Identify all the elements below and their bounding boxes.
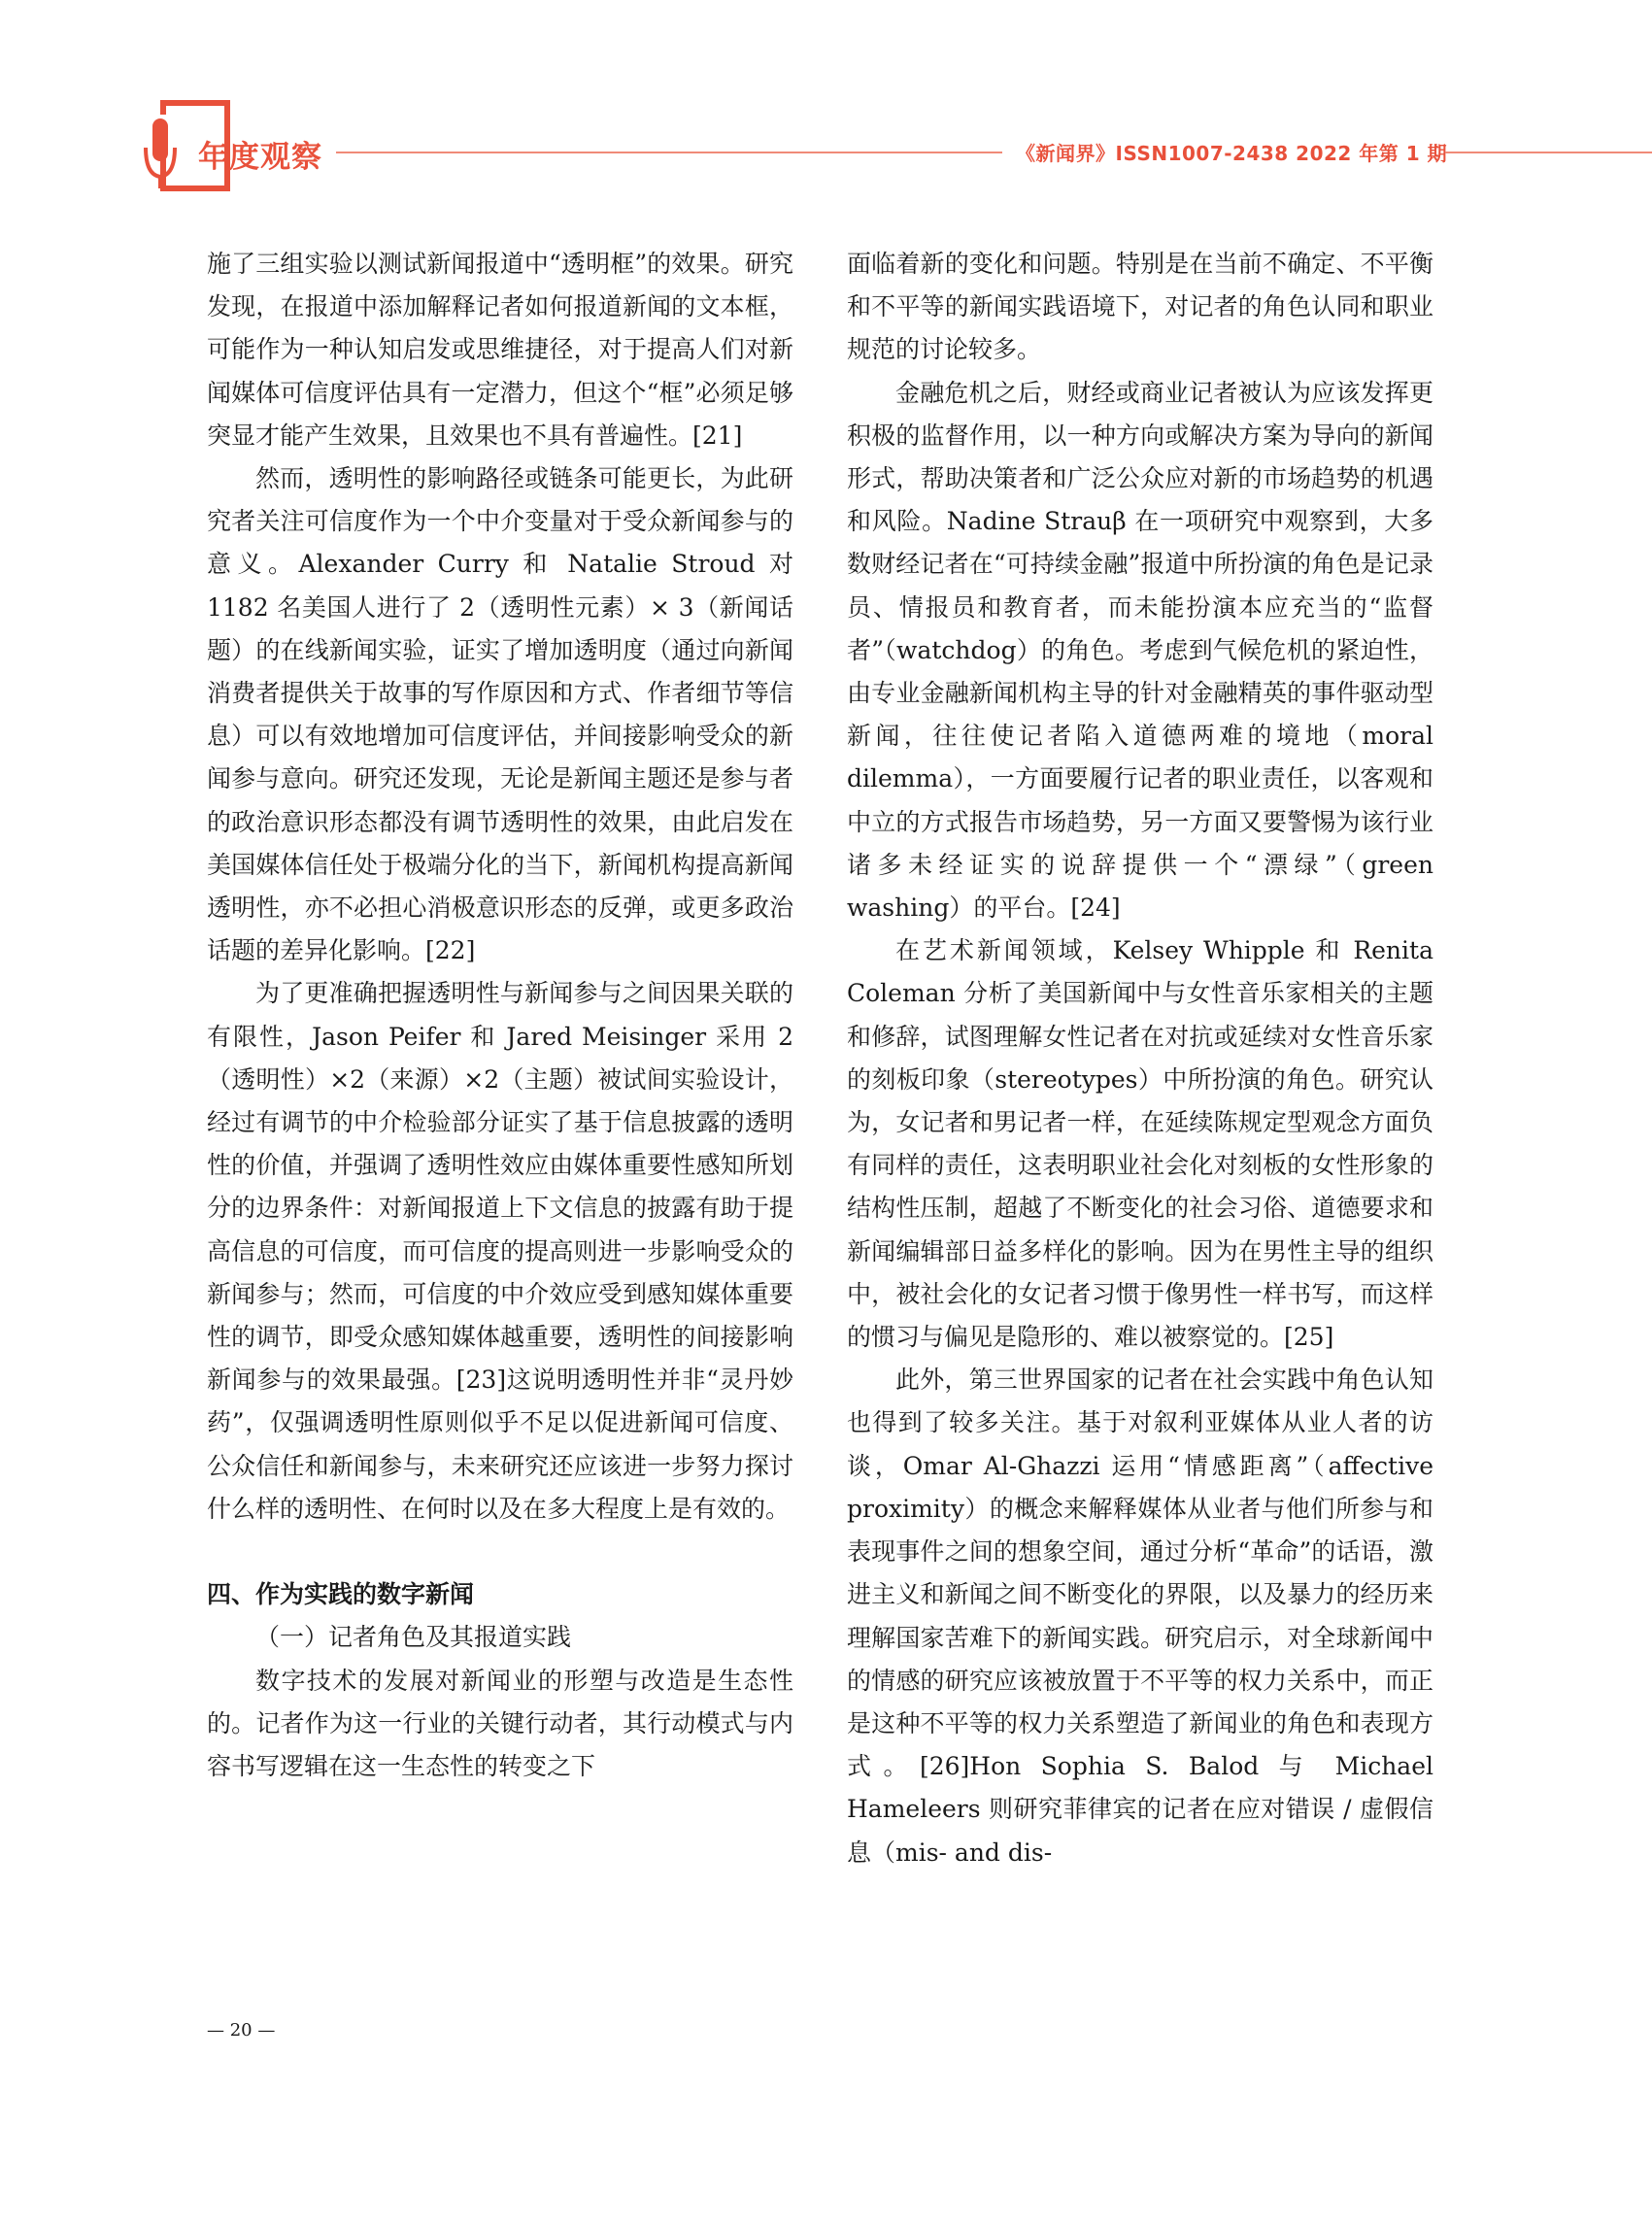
paragraph: 施了三组实验以测试新闻报道中“透明框”的效果。研究发现，在报道中添加解释记者如何报道新闻的文本框，可能作为一种认知启发或思维捷径，对于提高人们对新闻媒体可信度评估具有一定潜力，但这个“框”必须足够突显才能产生效果，且效果也不具有普遍性。[21] bbox=[207, 250, 793, 450]
section-label: 年度观察 bbox=[198, 140, 322, 175]
paragraph: 为了更准确把握透明性与新闻参与之间因果关联的有限性，Jason Peifer 和 Jared Meisinger 采用 2（透明性）×2（来源）×2（主题）被试间实验设计，经过有调节的中介检验部分证实了基于信息披露的透明性的价值，并强调了透明性效应由媒体重要性感知所划分的边界条件：对新闻报道上下文信息的披露有助于提高信息的可信度，而可信度的提高则进一步影响受众的新闻参与；然而，可信度的中介效应受到感知媒体重要性的调节，即受众感知媒体越重要，透明性的间接影响新闻参与的效果最强。[23]这说明透明性并非“灵丹妙药”，仅强调透明性原则似乎不足以促进新闻可信度、公众信任和新闻参与，未来研究还应该进一步努力探讨什么样的透明性、在何时以及在多大程度上是有效的。 bbox=[207, 979, 793, 1523]
paragraph: 然而，透明性的影响路径或链条可能更长，为此研究者关注可信度作为一个中介变量对于受众新闻参与的意义。Alexander Curry 和 Natalie Stroud 对 1182 名美国人进行了 2（透明性元素）× 3（新闻话题）的在线新闻实验，证实了增加透明度（通过向新闻消费者提供关于故事的写作原因和方式、作者细节等信息）可以有效地增加可信度评估，并间接影响受众的新闻参与意向。研究还发现，无论是新闻主题还是参与者的政治意识形态都没有调节透明性的效果，由此启发在美国媒体信任处于极端分化的当下，新闻机构提高新闻透明性，亦不必担心消极意识形态的反弹，或更多政治话题的差异化影响。[22] bbox=[207, 464, 793, 965]
left-column bbox=[207, 243, 793, 1788]
subsection-heading: （一）记者角色及其报道实践 bbox=[255, 1623, 572, 1652]
header-rule-left bbox=[336, 152, 1002, 153]
paragraph: 金融危机之后，财经或商业记者被认为应该发挥更积极的监督作用，以一种方向或解决方案为导向的新闻形式，帮助决策者和广泛公众应对新的市场趋势的机遇和风险。Nadine Strauβ 在一项研究中观察到，大多数财经记者在“可持续金融”报道中所扮演的角色是记录员、情报员和教育者，而未能扮演本应充当的“监督者”（watchdog）的角色。考虑到气候危机的紧迫性，由专业金融新闻机构主导的针对金融精英的事件驱动型新闻，往往使记者陷入道德两难的境地（moral dilemma），一方面要履行记者的职业责任，以客观和中立的方式报告市场趋势，另一方面又要警惕为该行业诸多未经证实的说辞提供一个“漂绿”（green washing）的平台。[24] bbox=[847, 378, 1433, 923]
journal-info: 《新闻界》ISSN1007-2438 2022 年第 1 期 bbox=[1016, 142, 1448, 165]
section-heading: 四、作为实践的数字新闻 bbox=[207, 1580, 475, 1609]
header-rule-right bbox=[1445, 152, 1652, 153]
paragraph: 数字技术的发展对新闻业的形塑与改造是生态性的。记者作为这一行业的关键行动者，其行动模式与内容书写逻辑在这一生态性的转变之下 bbox=[207, 1666, 793, 1780]
page-header bbox=[0, 87, 1652, 194]
paragraph: 面临着新的变化和问题。特别是在当前不确定、不平衡和不平等的新闻实践语境下，对记者的角色认同和职业规范的讨论较多。 bbox=[847, 250, 1433, 364]
right-column bbox=[847, 243, 1433, 1874]
paragraph: 在艺术新闻领域，Kelsey Whipple 和 Renita Coleman 分析了美国新闻中与女性音乐家相关的主题和修辞，试图理解女性记者在对抗或延续对女性音乐家的刻板印象（stereotypes）中所扮演的角色。研究认为，女记者和男记者一样，在延续陈规定型观念方面负有同样的责任，这表明职业社会化对刻板的女性形象的结构性压制，超越了不断变化的社会习俗、道德要求和新闻编辑部日益多样化的影响。因为在男性主导的组织中，被社会化的女记者习惯于像男性一样书写，而这样的惯习与偏见是隐形的、难以被察觉的。[25] bbox=[847, 936, 1433, 1352]
paragraph: 此外，第三世界国家的记者在社会实践中角色认知也得到了较多关注。基于对叙利亚媒体从业人者的访谈，Omar Al-Ghazzi 运用“情感距离”（affective proximity）的概念来解释媒体从业者与他们所参与和表现事件之间的想象空间，通过分析“革命”的话语，激进主义和新闻之间不断变化的界限，以及暴力的经历来理解国家苦难下的新闻实践。研究启示，对全球新闻中的情感的研究应该被放置于不平等的权力关系中，而正是这种不平等的权力关系塑造了新闻业的角色和表现方式。[26]Hon Sophia S. Balod 与 Michael Hameleers 则研究菲律宾的记者在应对错误 / 虚假信息（mis- and dis- bbox=[847, 1366, 1433, 1867]
page-number: — 20 — bbox=[207, 2020, 276, 2040]
